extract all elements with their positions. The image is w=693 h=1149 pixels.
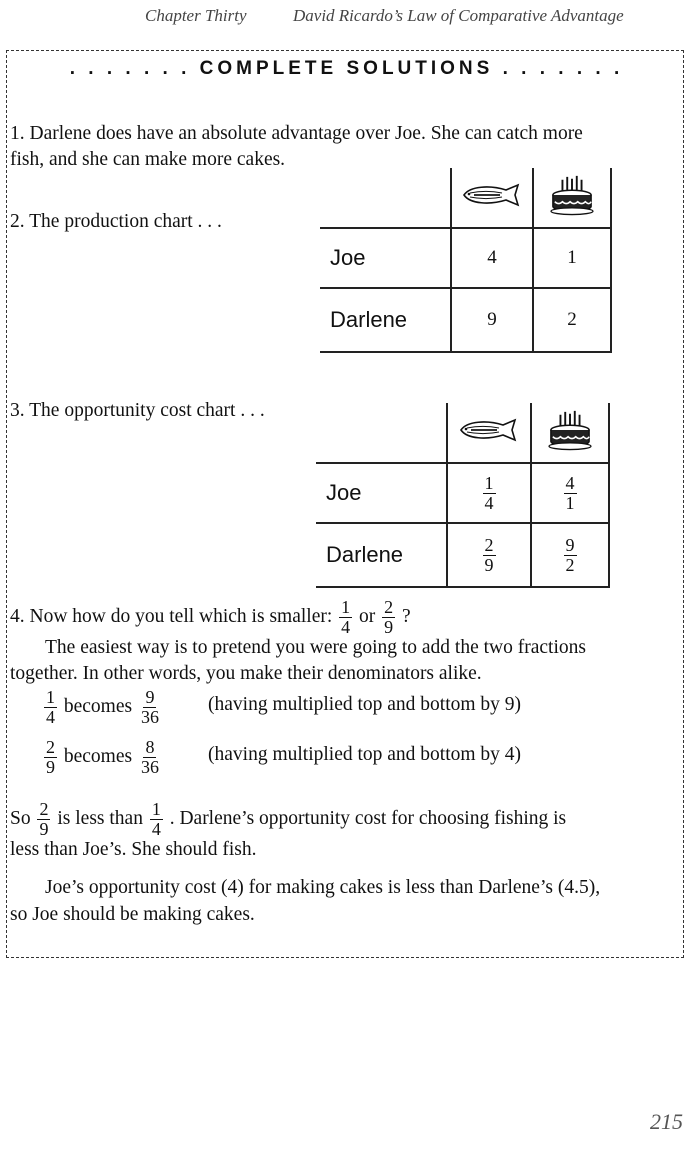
answer-4-question: 4. Now how do you tell which is smaller: $\frac{1}{4}$ or $\frac{2}{9}$ ? (10, 597, 411, 637)
answer-4-para-1-line-2: together. In other words, you make their denominators alike. (10, 663, 482, 684)
conversion-step-1-note: (having multiplied top and bottom by 9) (208, 694, 522, 715)
fish-icon (457, 418, 521, 442)
cake-value: 1 (533, 228, 611, 288)
answer-4-para-1-line-1: The easiest way is to pretend you were going to add the two fractions (45, 637, 586, 658)
fish-column-header (451, 168, 533, 228)
row-name: Darlene (320, 288, 451, 352)
answer-1-line-2: fish, and she can make more cakes. (10, 149, 286, 170)
solutions-heading: . . . . . . . COMPLETE SOLUTIONS . . . . . . . (69, 58, 624, 79)
row-name: Joe (316, 463, 447, 523)
fraction-two-ninths: $\frac{2}{9}$ (384, 597, 394, 637)
row-name: Joe (320, 228, 451, 288)
cake-cost: $\frac{4}{1}$ (531, 463, 609, 523)
answer-4-para-2-line-1: Joe’s opportunity cost (4) for making cakes is less than Darlene’s (4.5), (45, 877, 601, 898)
fish-column-header (447, 403, 531, 463)
page-number: 215 (650, 1109, 683, 1134)
answer-2-label: 2. The production chart . . . (10, 211, 222, 232)
fish-cost: $\frac{1}{4}$ (447, 463, 531, 523)
conversion-step-1: $\frac{1}{4}$ becomes $\frac{9}{36}$ (46, 687, 159, 727)
fish-icon (460, 183, 524, 207)
chapter-title: David Ricardo’s Law of Comparative Advantage (293, 6, 624, 25)
cake-cost: $\frac{9}{2}$ (531, 523, 609, 587)
table-row (320, 228, 611, 288)
table-row (320, 288, 611, 352)
fish-cost: $\frac{2}{9}$ (447, 523, 531, 587)
chapter-label: Chapter Thirty (145, 6, 247, 25)
fish-value: 9 (451, 288, 533, 352)
running-header (0, 6, 693, 30)
conversion-step-2: $\frac{2}{9}$ becomes $\frac{8}{36}$ (46, 737, 159, 777)
table-row (316, 523, 609, 587)
production-chart (320, 168, 612, 353)
cake-value: 2 (533, 288, 611, 352)
conversion-step-2-note: (having multiplied top and bottom by 4) (208, 744, 522, 765)
comparison-line: So $\frac{2}{9}$ is less than $\frac{1}{4}$ . Darlene’s opportunity cost for choosing fishing is (10, 799, 567, 839)
cake-column-header (533, 168, 611, 228)
table-row (316, 463, 609, 523)
fraction-one-quarter: $\frac{1}{4}$ (341, 597, 351, 637)
cake-icon (549, 174, 595, 216)
answer-3-label: 3. The opportunity cost chart . . . (10, 400, 265, 421)
conclusion-line-2: less than Joe’s. She should fish. (10, 839, 257, 860)
fish-value: 4 (451, 228, 533, 288)
cake-column-header (531, 403, 609, 463)
opportunity-cost-chart (316, 403, 610, 588)
answer-4-para-2-line-2: so Joe should be making cakes. (10, 904, 255, 925)
row-name: Darlene (316, 523, 447, 587)
cake-icon (547, 409, 593, 451)
answer-1-line-1: 1. Darlene does have an absolute advantage over Joe. She can catch more (10, 123, 583, 144)
